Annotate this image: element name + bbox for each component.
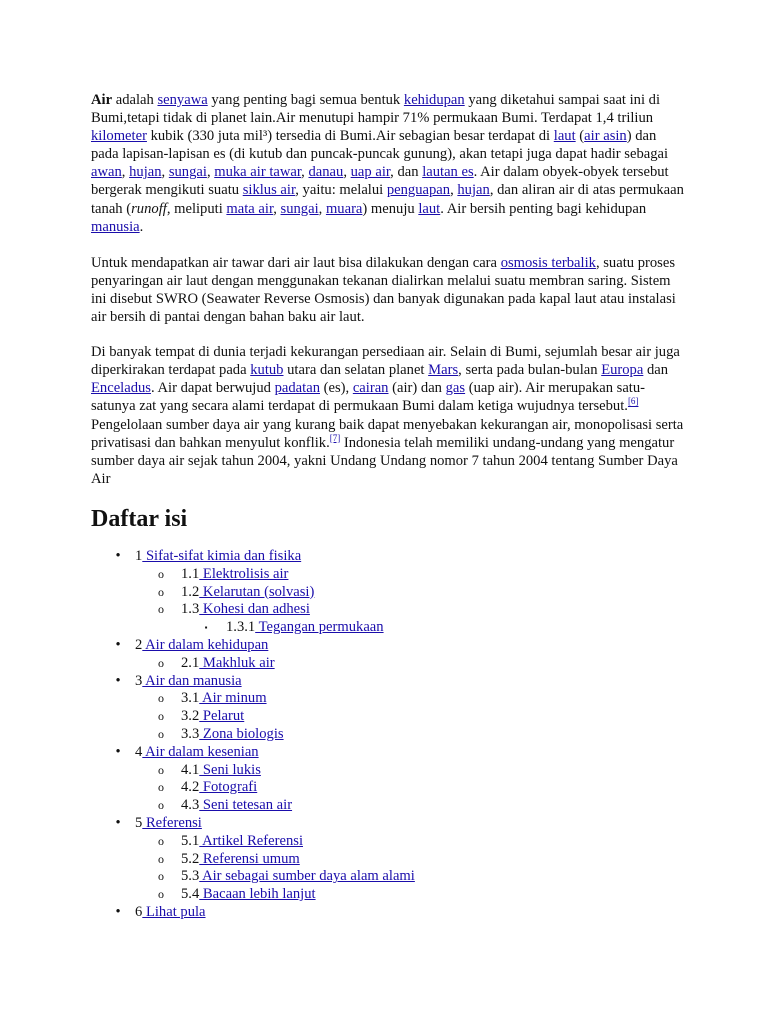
toc-item-3-2 <box>91 708 687 726</box>
link-mata-air[interactable]: mata air <box>226 200 274 217</box>
link-gas[interactable]: gas <box>445 380 466 397</box>
toc-link-pelarut[interactable]: Pelarut <box>199 708 245 725</box>
link-sungai[interactable]: sungai <box>168 164 207 181</box>
toc-number: 4 <box>135 743 143 760</box>
text-run: (air) dan <box>388 380 446 397</box>
toc-number: 4.2 <box>181 779 200 796</box>
toc-item-1-3-1 <box>91 619 687 637</box>
article-page <box>91 91 687 920</box>
toc-link-makhluk-air[interactable]: Makhluk air <box>199 654 275 671</box>
link-muara[interactable]: muara <box>325 200 363 217</box>
link-air-asin[interactable]: air asin <box>584 128 627 145</box>
text-run: Untuk mendapatkan air tawar dari air laut bisa dilakukan dengan cara <box>91 254 501 271</box>
text-run: , <box>343 164 351 181</box>
toc-number: 6 <box>135 903 143 920</box>
circle-bullet-icon: o <box>158 602 164 617</box>
text-run: , meliputi <box>166 200 227 217</box>
toc-number: 4.3 <box>181 797 200 814</box>
toc-item-1 <box>91 548 687 566</box>
link-hujan[interactable]: hujan <box>129 164 162 181</box>
scarcity-paragraph <box>91 343 687 488</box>
bullet-icon: • <box>115 903 121 920</box>
toc-item-6 <box>91 904 687 922</box>
toc-link-artikel-referensi[interactable]: Artikel Referensi <box>199 832 303 849</box>
circle-bullet-icon: o <box>158 798 164 813</box>
bullet-icon: • <box>115 743 121 760</box>
text-run: ) menuju <box>362 200 419 217</box>
link-kehidupan[interactable]: kehidupan <box>403 92 465 108</box>
link-europa[interactable]: Europa <box>601 362 644 379</box>
link-lautan-es[interactable]: lautan es <box>422 164 474 181</box>
toc-link-kohesi-adhesi[interactable]: Kohesi dan adhesi <box>199 601 310 618</box>
bullet-icon: • <box>115 672 121 689</box>
toc-number: 4.1 <box>181 761 200 778</box>
link-awan[interactable]: awan <box>91 164 122 181</box>
desalination-paragraph <box>91 254 687 326</box>
text-run: . Air dapat berwujud <box>150 380 275 397</box>
toc-item-4 <box>91 744 687 762</box>
link-hujan[interactable]: hujan <box>457 182 490 199</box>
text-run: . Air dalam obyek-obyek tersebut bergerak mengikuti suatu <box>91 164 669 199</box>
bullet-icon: • <box>115 814 121 831</box>
table-of-contents <box>91 548 687 922</box>
toc-link-seni-lukis[interactable]: Seni lukis <box>199 761 261 778</box>
circle-bullet-icon: o <box>158 780 164 795</box>
text-run: Di banyak tempat di dunia terjadi kekurangan persediaan air. Selain di Bumi, sejumlah besar air juga diperkirakan terdapat pada <box>91 344 680 379</box>
link-uap-air[interactable]: uap air <box>350 164 391 181</box>
text-run: kubik (330 juta mil³) tersedia di Bumi.Air sebagian besar terdapat di <box>146 128 554 145</box>
link-kutub[interactable]: kutub <box>250 362 284 379</box>
text-run: , <box>121 164 130 181</box>
toc-number: 5.2 <box>181 850 200 867</box>
text-run: , <box>301 164 309 181</box>
link-osmosis-terbalik[interactable]: osmosis terbalik <box>500 254 596 271</box>
text-run: (es), <box>320 380 353 397</box>
toc-link-air-minum[interactable]: Air minum <box>199 690 267 707</box>
text-run: , yaitu: melalui <box>295 182 387 199</box>
toc-item-3-1 <box>91 690 687 708</box>
toc-item-2 <box>91 637 687 655</box>
circle-bullet-icon: o <box>158 762 164 777</box>
text-run: ( <box>575 128 585 145</box>
text-run: , <box>318 200 326 217</box>
toc-number: 3.2 <box>181 708 200 725</box>
square-bullet-icon: ▪ <box>204 623 208 633</box>
toc-item-4-1 <box>91 762 687 780</box>
circle-bullet-icon: o <box>158 851 164 866</box>
circle-bullet-icon: o <box>158 887 164 902</box>
toc-item-2-1 <box>91 655 687 673</box>
toc-item-4-2 <box>91 779 687 797</box>
link-kilometer[interactable]: kilometer <box>91 128 147 145</box>
circle-bullet-icon: o <box>158 726 164 741</box>
toc-link-sumber-daya-alam[interactable]: Air sebagai sumber daya alam alami <box>199 868 415 885</box>
bullet-icon: • <box>115 548 121 564</box>
toc-item-4-3 <box>91 797 687 815</box>
circle-bullet-icon: o <box>158 691 164 706</box>
toc-number: 3.1 <box>181 690 200 707</box>
toc-number: 5.4 <box>181 886 200 903</box>
toc-item-1-2 <box>91 584 687 602</box>
text-run: , <box>161 164 169 181</box>
text-run: yang penting bagi semua bentuk <box>207 92 404 108</box>
link-laut[interactable]: laut <box>553 128 576 145</box>
toc-number: 2 <box>135 636 143 653</box>
text-run: . <box>139 218 144 235</box>
circle-bullet-icon: o <box>158 655 164 670</box>
link-manusia[interactable]: manusia <box>91 218 140 235</box>
toc-number: 3.3 <box>181 725 200 742</box>
toc-link-air-dalam-kehidupan[interactable]: Air dalam kehidupan <box>142 636 269 653</box>
text-run: ) dan pada lapisan-lapisan es (di kutub dan puncak-puncak gunung), akan tetapi juga dapat hadir sebagai <box>91 128 669 163</box>
text-run: , dan <box>390 164 423 181</box>
toc-item-5-2 <box>91 851 687 869</box>
article-term: Air <box>91 92 113 108</box>
link-laut[interactable]: laut <box>418 200 441 217</box>
text-run: yang diketahui sampai saat ini di Bumi,tetapi tidak di planet lain.Air menutupi hampir 71% permukaan Bumi. Terdapat 1,4 triliun <box>91 92 661 127</box>
toc-number: 1.3.1 <box>226 619 256 636</box>
text-run: Indonesia telah memiliki undang-undang yang mengatur sumber daya air sejak tahun 2004, yakni Undang Undang nomor 7 tahun 2004 tentang Sumber Daya Air <box>91 434 678 487</box>
toc-link-zona-biologis[interactable]: Zona biologis <box>199 725 284 742</box>
toc-item-3-3 <box>91 726 687 744</box>
text-run: (uap air). Air merupakan satu-satunya zat yang secara alami terdapat di permukaan Bumi dalam ketiga wujudnya tersebut. <box>91 380 646 415</box>
toc-number: 1 <box>135 548 143 564</box>
toc-number: 1.2 <box>181 583 200 600</box>
text-run: dan <box>643 362 669 379</box>
link-penguapan[interactable]: penguapan <box>386 182 451 199</box>
toc-number: 5.3 <box>181 868 200 885</box>
toc-link-tegangan-permukaan[interactable]: Tegangan permukaan <box>255 619 384 636</box>
text-run: , <box>450 182 458 199</box>
link-cairan[interactable]: cairan <box>352 380 389 397</box>
toc-number: 3 <box>135 672 143 689</box>
toc-item-1-1 <box>91 566 687 584</box>
toc-heading: Daftar isi <box>91 506 188 532</box>
link-danau[interactable]: danau <box>308 164 344 181</box>
text-run: , <box>206 164 215 181</box>
toc-number: 2.1 <box>181 654 200 671</box>
circle-bullet-icon: o <box>158 709 164 724</box>
text-run: , suatu proses penyaringan air laut dengan menggunakan tekanan dialirkan melalui suatu membran saring. Sistem ini disebut SWRO (Seawater Reverse Osmosis) dan banyak digunakan pada kapal laut atau instalasi air bersih di pantai dengan bahan baku air laut. <box>91 254 676 326</box>
link-padatan[interactable]: padatan <box>274 380 320 397</box>
reference-link-7[interactable]: [7] <box>329 432 341 443</box>
toc-link-kelarutan[interactable]: Kelarutan (solvasi) <box>199 583 315 600</box>
toc-number: 5 <box>135 814 143 831</box>
link-muka-air-tawar[interactable]: muka air tawar <box>214 164 302 181</box>
text-run: , <box>273 200 281 217</box>
toc-number: 1.3 <box>181 601 200 618</box>
link-mars[interactable]: Mars <box>428 362 459 379</box>
text-run: , dan aliran air di atas permukaan tanah ( <box>91 182 684 217</box>
link-enceladus[interactable]: Enceladus <box>91 380 151 397</box>
toc-link-seni-tetesan-air[interactable]: Seni tetesan air <box>199 797 293 814</box>
toc-item-1-3 <box>91 601 687 619</box>
toc-number: 1.1 <box>181 565 200 582</box>
link-siklus-air[interactable]: siklus air <box>242 182 296 199</box>
circle-bullet-icon: o <box>158 584 164 599</box>
toc-item-5-4 <box>91 886 687 904</box>
toc-link-fotografi[interactable]: Fotografi <box>199 779 258 796</box>
link-senyawa[interactable]: senyawa <box>157 92 208 108</box>
toc-item-3 <box>91 673 687 691</box>
circle-bullet-icon: o <box>158 566 164 581</box>
circle-bullet-icon: o <box>158 869 164 884</box>
circle-bullet-icon: o <box>158 833 164 848</box>
toc-item-5-1 <box>91 833 687 851</box>
intro-paragraph <box>91 91 687 236</box>
toc-link-sifat-kimia-fisika[interactable]: Sifat-sifat kimia dan fisika <box>142 548 302 564</box>
link-sungai[interactable]: sungai <box>280 200 319 217</box>
text-run: utara dan selatan planet <box>283 362 429 379</box>
text-run: , serta pada bulan-bulan <box>458 362 602 379</box>
text-run: Pengelolaan sumber daya air yang kurang baik dapat menyebakan kekurangan air, monopolisasi serta privatisasi dan bahkan menyulut konflik. <box>91 416 684 451</box>
toc-link-air-dalam-kesenian[interactable]: Air dalam kesenian <box>142 743 259 760</box>
toc-number: 5.1 <box>181 832 200 849</box>
italic-term: runoff <box>131 200 167 217</box>
toc-link-lihat-pula[interactable]: Lihat pula <box>142 903 206 920</box>
text-run: . Air bersih penting bagi kehidupan <box>440 200 647 217</box>
bullet-icon: • <box>115 636 121 653</box>
toc-link-bacaan-lebih-lanjut[interactable]: Bacaan lebih lanjut <box>199 886 316 903</box>
toc-link-air-dan-manusia[interactable]: Air dan manusia <box>142 672 242 689</box>
reference-link-6[interactable]: [6] <box>627 396 639 407</box>
toc-link-elektrolisis-air[interactable]: Elektrolisis air <box>199 565 289 582</box>
text-run: adalah <box>112 92 158 108</box>
toc-item-5 <box>91 815 687 833</box>
toc-item-5-3 <box>91 868 687 886</box>
toc-link-referensi-umum[interactable]: Referensi umum <box>199 850 300 867</box>
toc-link-referensi[interactable]: Referensi <box>142 814 202 831</box>
